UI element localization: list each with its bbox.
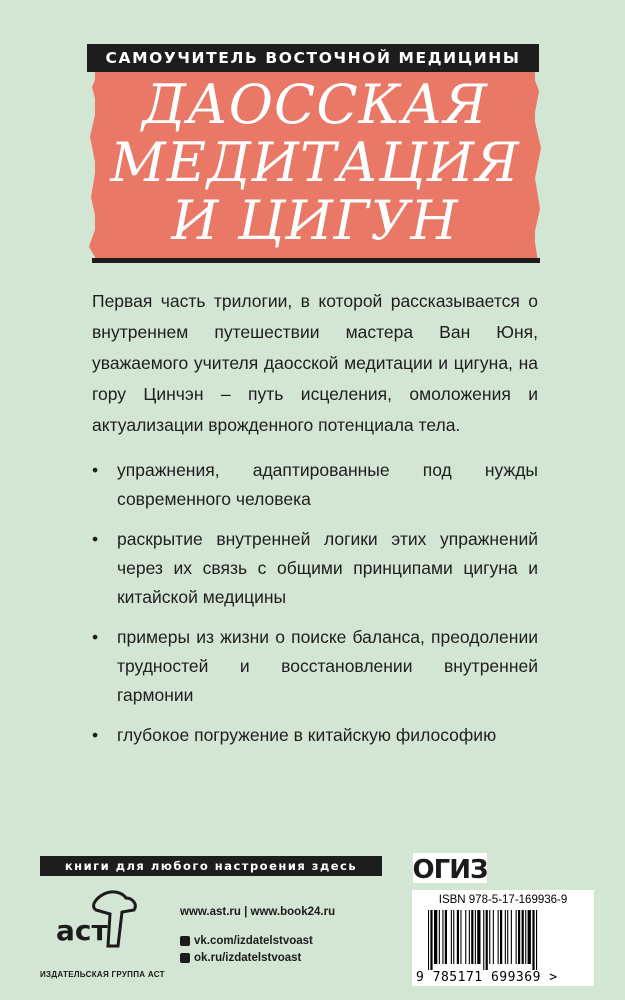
intro-paragraph: Первая часть трилогии, в которой рассказывается о внутреннем путешествии мастера Ван Юня, уважаемого учителя даосской медитации и цигуна, на гору Цинчэн – путь исцеления, омоложения и актуализации врожденного потенциала тела. <box>92 291 538 435</box>
barcode-bar <box>439 910 440 964</box>
social-links <box>180 932 400 966</box>
barcode-bar <box>451 910 452 964</box>
list-item <box>92 456 538 514</box>
isbn-text: ISBN 978-5-17-169936-9 <box>438 894 568 906</box>
barcode-bar <box>471 910 473 964</box>
barcode-bar <box>442 910 443 964</box>
book-title <box>95 73 535 252</box>
feature-list <box>92 456 538 761</box>
website-links[interactable]: www.ast.ru | www.book24.ru <box>180 906 336 918</box>
list-item-text: упражнения, адаптированные под нужды современного человека <box>117 460 538 509</box>
barcode-bar <box>475 910 476 964</box>
list-item-text: раскрытие внутренней логики этих упражнений через их связь с общими принципами цигуна и китайской медицины <box>117 529 538 607</box>
barcode-bar <box>445 910 447 964</box>
bullet-icon: • <box>92 460 99 480</box>
vk-link[interactable]: vk.com/izdatelstvoast <box>194 934 313 947</box>
barcode-bar <box>483 910 484 970</box>
barcode-bar <box>465 910 466 964</box>
barcode-bar <box>489 910 490 964</box>
barcode-bar <box>505 910 506 964</box>
barcode-bar <box>528 910 531 964</box>
barcode-digits: 9 785171 699369 > <box>416 970 558 985</box>
barcode-bar <box>428 910 429 970</box>
vk-link-row[interactable] <box>180 932 400 949</box>
barcode-bar <box>516 910 517 964</box>
ast-logo-icon <box>52 888 142 950</box>
ok-link[interactable]: ok.ru/izdatelstvoast <box>194 951 302 964</box>
barcode-box <box>412 890 594 986</box>
title-line-1: ДАОССКАЯ <box>141 73 488 136</box>
barcode-bar <box>532 910 534 970</box>
ok-icon <box>180 953 190 963</box>
title-line-2: МЕДИТАЦИЯ <box>110 131 520 194</box>
bullet-icon: • <box>92 529 99 549</box>
list-item <box>92 525 538 612</box>
barcode-bar <box>493 910 494 964</box>
bullet-icon: • <box>92 725 99 745</box>
barcode-bar <box>522 910 524 964</box>
title-line-3: И ЦИГУН <box>171 189 459 252</box>
list-item-text: примеры из жизни о поиске баланса, преодолении трудностей и восстановлении внутренней гармонии <box>117 627 538 705</box>
barcode-bar <box>477 910 480 964</box>
title-plate-bottom-rule <box>92 258 540 263</box>
svg-text:ОГИЗ: ОГИЗ <box>413 855 487 883</box>
barcode-icon <box>426 910 582 970</box>
barcode-bar <box>525 910 526 964</box>
barcode-bar <box>453 910 454 964</box>
barcode-bar <box>518 910 520 964</box>
list-item <box>92 721 538 750</box>
barcode-bar <box>469 910 470 964</box>
tagline-banner: книги для любого настроения здесь <box>40 856 382 876</box>
barcode-bar <box>457 910 459 964</box>
ogiz-logo-icon <box>413 853 487 883</box>
series-banner: САМОУЧИТЕЛЬ ВОСТОЧНОЙ МЕДИЦИНЫ <box>87 44 539 72</box>
bullet-icon: • <box>92 627 99 647</box>
barcode-bar <box>500 910 502 964</box>
barcode-bar <box>430 910 432 970</box>
barcode-bar <box>434 910 437 964</box>
barcode-bar <box>536 910 537 970</box>
list-item <box>92 623 538 710</box>
barcode-bar <box>486 910 488 970</box>
vk-icon <box>180 936 190 946</box>
publisher-links <box>180 906 400 966</box>
barcode-bar <box>498 910 499 964</box>
list-item-text: глубокое погружение в китайскую философию <box>117 725 497 745</box>
barcode-bar <box>511 910 512 964</box>
barcode-bar <box>460 910 461 964</box>
ast-caption: ИЗДАТЕЛЬСКАЯ ГРУППА АСТ <box>40 970 165 979</box>
ok-link-row[interactable] <box>180 949 400 966</box>
barcode-bar <box>507 910 508 964</box>
svg-text:аст: аст <box>56 914 108 947</box>
